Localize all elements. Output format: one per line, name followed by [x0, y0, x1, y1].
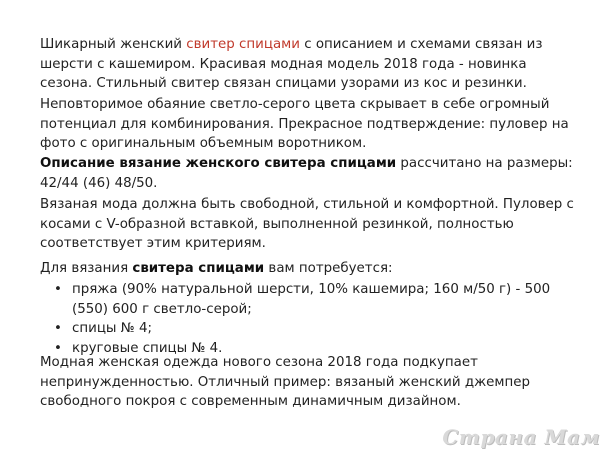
fashion-paragraph: Вязаная мода должна быть свободной, стильной и комфортной. Пуловер с косами с V-образной вставкой, выполненной резинкой, полностью соответствует этим критериям. — [40, 197, 574, 252]
intro-text-end: с описанием и схемами связан из шерсти с кашемиром. Красивая модная модель 2018 года - новинка сезона. Стильный свитер связан спицами узорами из кос и резинки. — [40, 37, 543, 92]
description-heading: Описание вязание женского свитера спицами — [40, 156, 397, 171]
sizes-paragraph — [40, 154, 580, 193]
requirements-list — [40, 280, 574, 358]
list-item-text: спицы № 4; — [72, 321, 152, 337]
closing-paragraph: Модная женская одежда нового сезона 2018 года подкупает непринужденностью. Отличный пример: вязаный женский джемпер свободного покроя с современным динамичным дизайном. — [40, 355, 530, 410]
intro-paragraph — [40, 35, 570, 94]
bullet-icon: • — [54, 340, 62, 356]
sizes-text: рассчитано на размеры: 42/44 (46) 48/50. — [40, 156, 573, 191]
bullet-icon: • — [54, 282, 62, 297]
bullet-icon: • — [54, 321, 62, 337]
materials-intro — [40, 259, 580, 279]
materials-intro-bold: свитера спицами — [132, 261, 265, 276]
materials-intro-start: Для вязания — [40, 261, 133, 276]
color-paragraph: Неповторимое обаяние светло-серого цвета скрывает в себе огромный потенциал для комбинирования. Прекрасное подтверждение: пуловер на фото с оригинальным объемным воротником. — [40, 97, 569, 152]
list-item-text: пряжа (90% натуральной шерсти, 10% кашемира; 160 м/50 г) - 500 (550) 600 г светло-серой; — [72, 282, 551, 317]
sweater-knitting-link[interactable]: свитер спицами — [186, 37, 300, 52]
list-item — [54, 280, 574, 319]
list-item-text: круговые спицы № 4. — [72, 340, 223, 356]
site-watermark: Страна Мам — [442, 425, 600, 449]
intro-text-start: Шикарный женский — [40, 37, 187, 52]
materials-intro-end: вам потребуется: — [264, 261, 393, 276]
list-item — [54, 319, 574, 339]
